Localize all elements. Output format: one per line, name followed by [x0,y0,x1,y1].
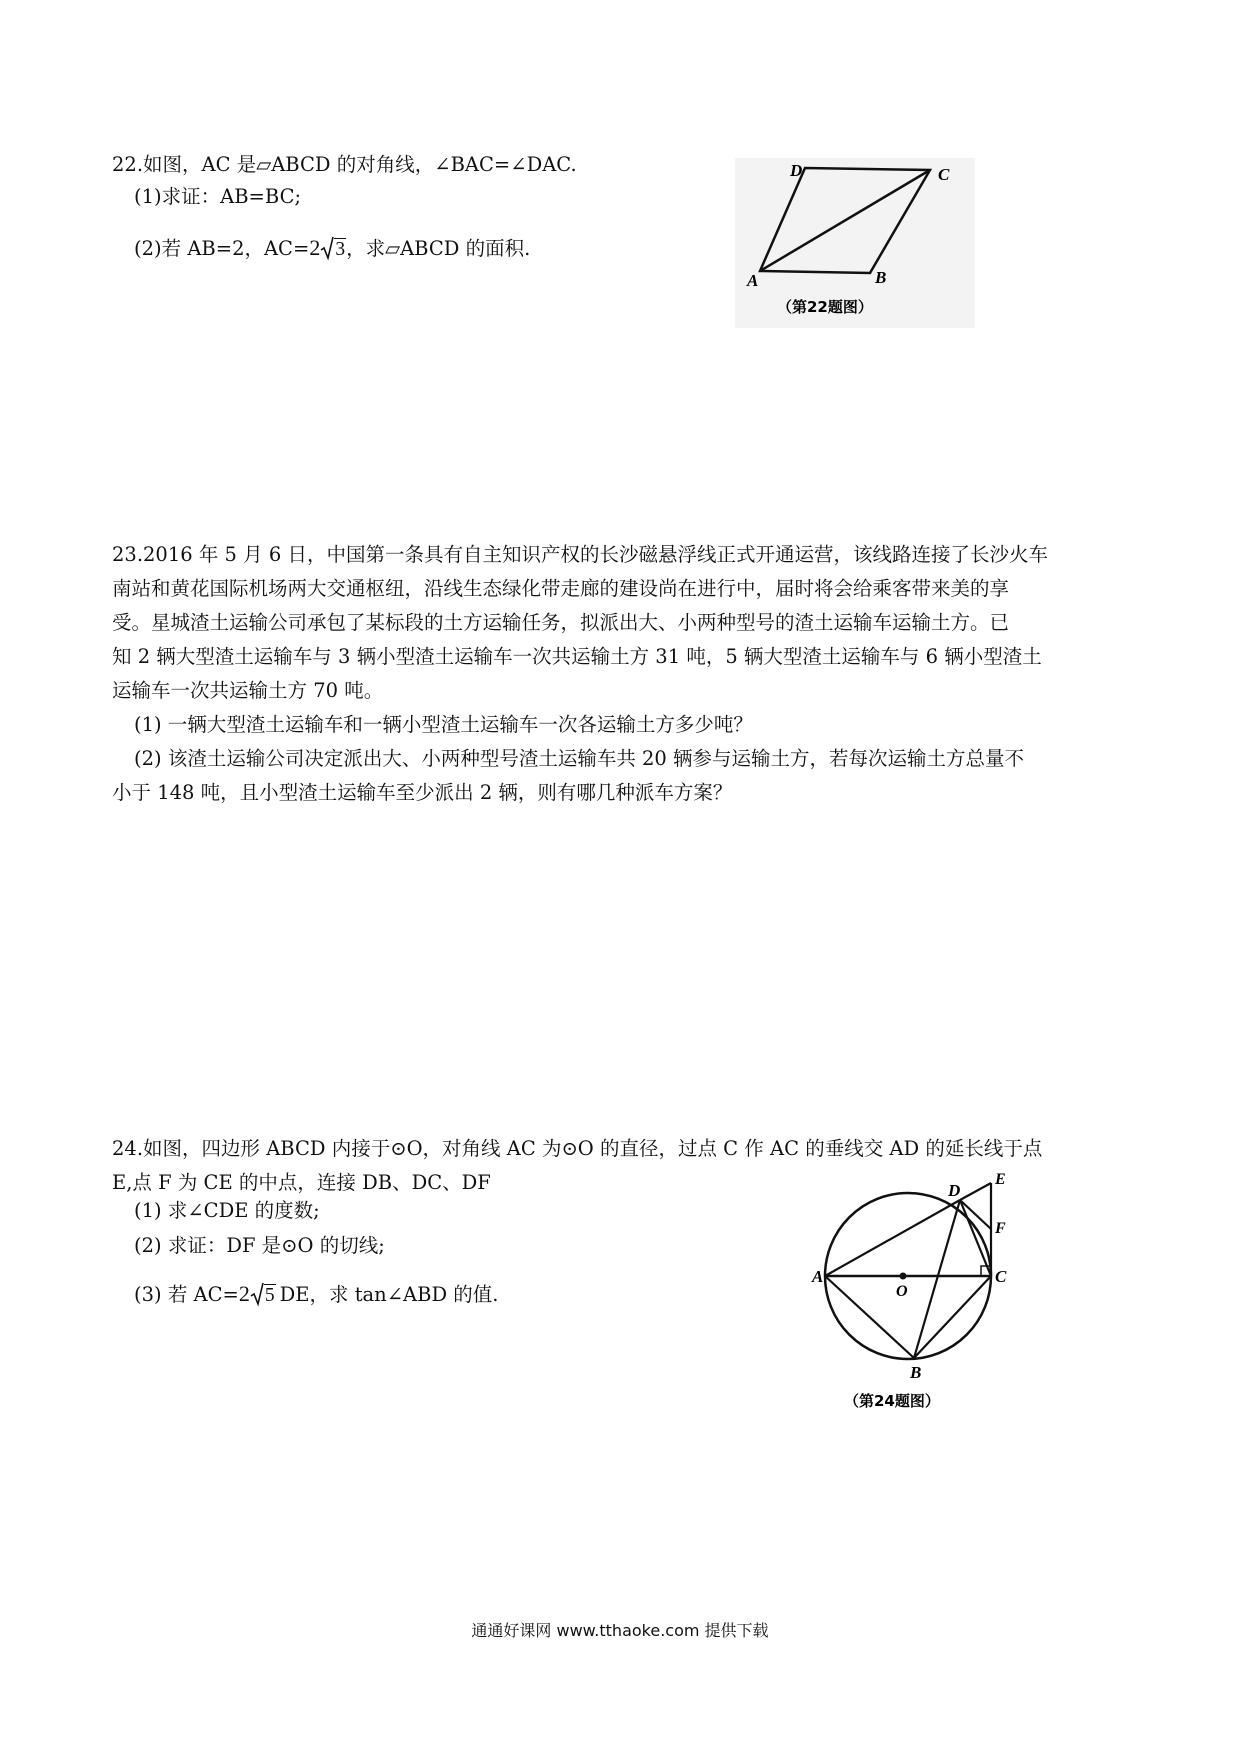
q22-sqrt [320,239,346,260]
q22-part1: (1)求证：AB=BC; [134,185,302,208]
q24-sqrt [250,1285,276,1306]
page-footer: 通通好课网 www.tthaoke.com 提供下载 [471,1621,769,1640]
point-label-b: B [910,1363,922,1382]
q23-stem-line-1: 23.2016 年 5 月 6 日，中国第一条具有自主知识产权的长沙磁悬浮线正式开通运营，该线路连接了长沙火车 [112,543,1048,566]
q22-part2-coef: 2 [309,235,321,260]
point-label-e: E [995,1171,1006,1188]
q22-part2-rad: 3 [335,239,346,260]
q22-figure [735,158,975,328]
point-label-d: D [790,161,803,180]
q24-stem-line-1: 24.如图，四边形 ABCD 内接于⊙O，对角线 AC 为⊙O 的直径，过点 C 作 AC 的垂线交 AD 的延长线于点 [112,1137,1043,1160]
segment-dc [960,1200,991,1276]
point-label-f: F [995,1220,1006,1237]
center-point-o [900,1273,907,1280]
point-label-a: A [747,271,759,290]
q22-figure-caption: （第22题图） [777,298,873,316]
point-label-o: O [896,1283,908,1300]
radical-sign-icon [320,235,334,261]
q24-figure-caption: （第24题图） [844,1392,940,1410]
q24-part1: (1) 求∠CDE 的度数; [134,1199,320,1222]
q23-stem-line-3: 受。星城渣土运输公司承包了某标段的土方运输任务，拟派出大、小两种型号的渣土运输车运输土方。已 [112,611,1010,634]
q23-part2-line-2: 小于 148 吨，且小型渣土运输车至少派出 2 辆，则有哪几种派车方案？ [112,781,733,804]
q23-stem-line-2: 南站和黄花国际机场两大交通枢纽，沿线生态绿化带走廊的建设尚在进行中，届时将会给乘客带来美的享 [112,577,1010,600]
point-label-d: D [948,1181,961,1200]
q22-part2 [134,235,530,263]
q23-block [112,538,1127,810]
segment-ad [825,1200,960,1276]
q23-stem-line-4: 知 2 辆大型渣土运输车与 3 辆小型渣土运输车一次共运输土方 31 吨，5 辆大型渣土运输车与 6 辆小型渣土 [112,645,1042,668]
q24-part2: (2) 求证：DF 是⊙O 的切线; [134,1234,385,1257]
point-label-c: C [938,165,950,184]
q24-figure [800,1168,1030,1418]
q23-part2-line-1: (2) 该渣土运输公司决定派出大、小两种型号渣土运输车共 20 辆参与运输土方，若每次运输土方总量不 [134,747,1025,770]
radical-sign-icon [250,1281,264,1307]
q24-part3-coef: 2 [238,1281,250,1306]
q22-part2-post: ，求▱ABCD 的面积. [346,237,531,260]
q24-stem-line-2: E,点 F 为 CE 的中点，连接 DB、DC、DF [112,1171,491,1194]
point-label-a: A [812,1267,824,1286]
q22-stem: 22.如图，AC 是▱ABCD 的对角线，∠BAC=∠DAC. [112,153,577,176]
q23-stem-line-5: 运输车一次共运输土方 70 吨。 [112,679,384,702]
q24-part3-rad: 5 [264,1285,275,1306]
point-label-b: B [875,268,887,287]
segment-de [960,1183,991,1200]
q22-part2-pre: (2)若 AB=2，AC= [134,237,310,260]
q24-part3-post: DE，求 tan∠ABD 的值. [279,1283,499,1306]
point-label-c: C [995,1267,1007,1286]
q23-part1: (1) 一辆大型渣土运输车和一辆小型渣土运输车一次各运输土方多少吨？ [134,713,753,736]
q24-part3-pre: (3) 若 AC= [134,1283,239,1306]
q24-part3 [134,1281,499,1309]
